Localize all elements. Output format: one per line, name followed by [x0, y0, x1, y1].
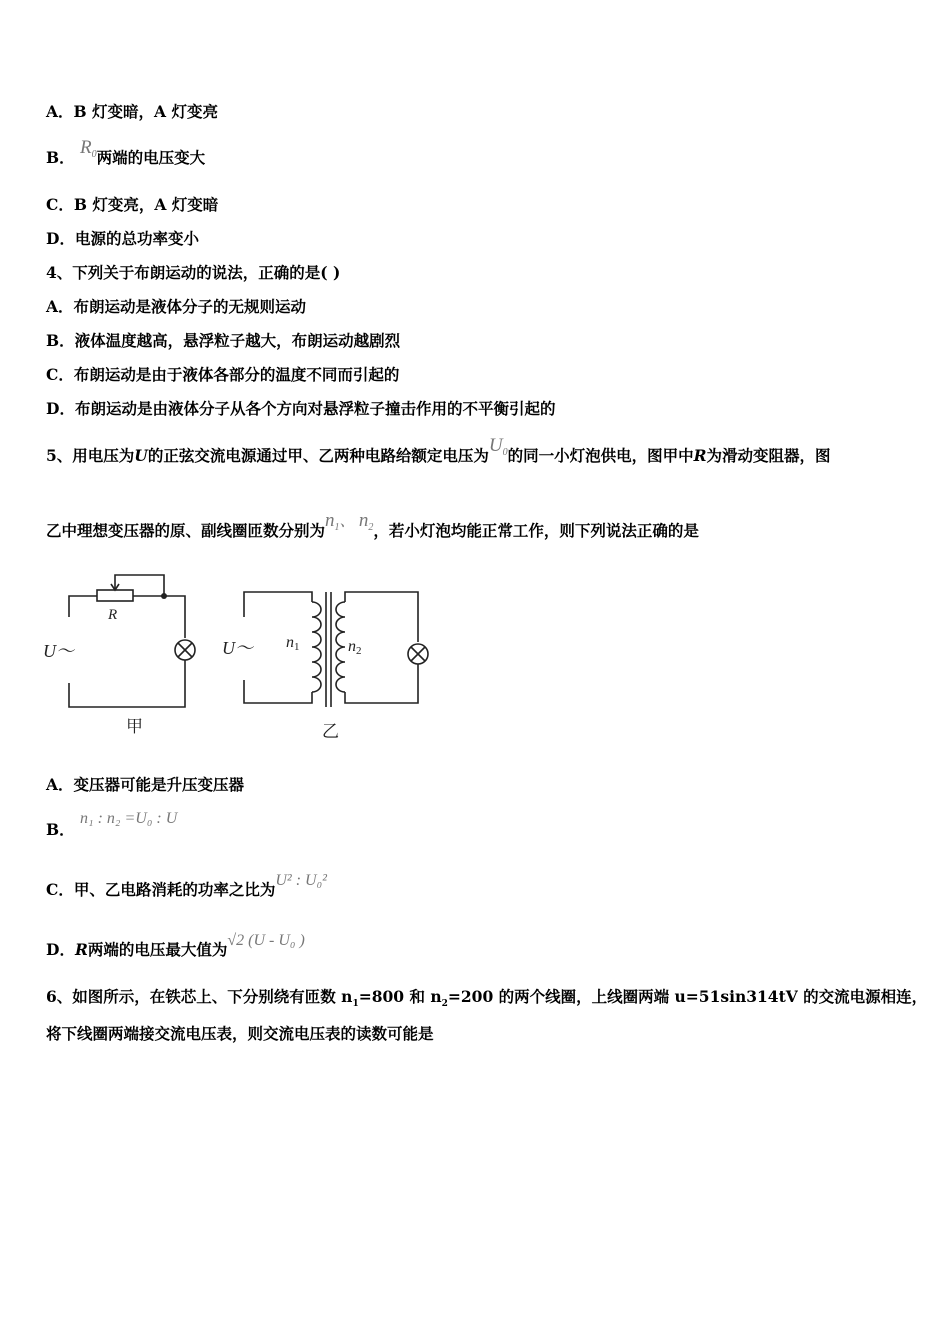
symbol-r: R [74, 940, 88, 959]
label-r: R [108, 607, 118, 623]
slider-contact [161, 593, 167, 599]
option-text: 布朗运动是液体分子的无规则运动 [73, 297, 307, 316]
q5-option-b [46, 810, 178, 841]
q5-option-c [46, 872, 327, 901]
option-text: 两端的电压最大值为 [87, 940, 228, 959]
option-label: D． [46, 399, 75, 418]
stem-text: 6、如图所示，在铁芯上、下分别绕有匝数 n [46, 987, 353, 1006]
q3-option-a [46, 102, 218, 122]
subscript: 2 [441, 999, 448, 1009]
option-label: C． [46, 365, 74, 384]
stem-text: 乙中理想变压器的原、副线圈匝数分别为 [46, 521, 326, 540]
formula-power-ratio: U² : U₀² [275, 872, 327, 889]
option-label: D． [46, 940, 75, 959]
label-n2: n2 [348, 638, 362, 657]
q5-stem-line1 [46, 435, 831, 473]
q5-option-d [46, 932, 305, 961]
stem-text: 的正弦交流电源通过甲、乙两种电路给额定电压为 [147, 446, 489, 465]
symbol-r: R [693, 446, 707, 465]
q6-stem-line2: 将下线圈两端接交流电压表，则交流电压表的读数可能是 [46, 1024, 434, 1043]
subscript: 1 [352, 999, 359, 1009]
yi-secondary-wire-bottom [345, 664, 418, 703]
option-label: A． [46, 775, 74, 794]
option-text: B 灯变暗，A 灯变亮 [73, 102, 218, 121]
option-text: 电源的总功率变小 [74, 229, 199, 248]
symbol-u: U [134, 446, 148, 465]
label-u-jia: U～ [43, 641, 74, 661]
label-u-yi: U～ [222, 638, 253, 658]
yi-secondary-wire-top [345, 592, 418, 642]
option-label: C． [46, 195, 74, 214]
option-text: B 灯变亮，A 灯变暗 [73, 195, 219, 214]
formula-r0: $R_0$ [80, 137, 97, 160]
stem-text: 的同一小灯泡供电，图甲中 [507, 446, 694, 465]
q3-option-b [46, 137, 206, 175]
option-text: 甲、乙电路消耗的功率之比为 [73, 880, 276, 899]
option-text: 变压器可能是升压变压器 [73, 775, 245, 794]
q5-option-a [46, 775, 244, 795]
resistor-r [97, 590, 133, 601]
stem-text: =800 和 n [358, 987, 442, 1006]
caption-yi: 乙 [322, 722, 339, 741]
stem-text: 为滑动变阻器，图 [706, 446, 831, 465]
caption-jia: 甲 [126, 717, 143, 736]
option-text: 液体温度越高，悬浮粒子越大，布朗运动越剧烈 [74, 331, 401, 350]
stem-text: ，若小灯泡均能正常工作，则下列说法正确的是 [373, 521, 699, 540]
formula-max-voltage: √2 (U - U₀ ) [227, 932, 305, 949]
q4-option-d [46, 399, 555, 419]
formula-ratio: n₁ : n₂ =U₀ : U [80, 810, 178, 827]
q4-option-b [46, 331, 400, 351]
option-label: D． [46, 229, 75, 248]
q4-stem: 4、下列关于布朗运动的说法，正确的是( ) [46, 263, 341, 282]
yi-primary-wire-bottom [244, 680, 312, 703]
stem-text: =200 的两个线圈，上线圈两端 u=51sin314tV 的交流电源相连， [447, 987, 928, 1006]
jia-wire-top-right [133, 596, 185, 638]
option-text: 布朗运动是由于液体各部分的温度不同而引起的 [73, 365, 400, 384]
option-label: B． [46, 820, 75, 839]
stem-text: 5、用电压为 [46, 446, 135, 465]
label-n1: n1 [286, 634, 300, 653]
q4-option-a [46, 297, 306, 317]
jia-wire-top-left [69, 596, 97, 617]
q6-stem-line1 [46, 987, 927, 1014]
jia-wire-bottom [69, 660, 185, 707]
secondary-coil [336, 602, 345, 692]
option-label: A． [46, 297, 74, 316]
slider-arrow [115, 575, 164, 596]
primary-coil [312, 602, 321, 692]
q5-stem-line2 [46, 510, 699, 548]
yi-primary-wire-top [244, 592, 312, 617]
option-label: C． [46, 880, 74, 899]
option-label: B． [46, 148, 75, 167]
option-label: B． [46, 331, 75, 350]
circuit-figure [40, 565, 440, 745]
option-text: 布朗运动是由液体分子从各个方向对悬浮粒子撞击作用的不平衡引起的 [74, 399, 556, 418]
formula-n1-n2: $n_1$、 $n_2$ [325, 510, 374, 533]
option-text: 两端的电压变大 [96, 148, 206, 167]
q3-option-d [46, 229, 199, 249]
q4-option-c [46, 365, 399, 385]
q3-option-c [46, 195, 218, 215]
option-label: A． [46, 102, 74, 121]
formula-u0: $U_0$ [488, 435, 508, 458]
